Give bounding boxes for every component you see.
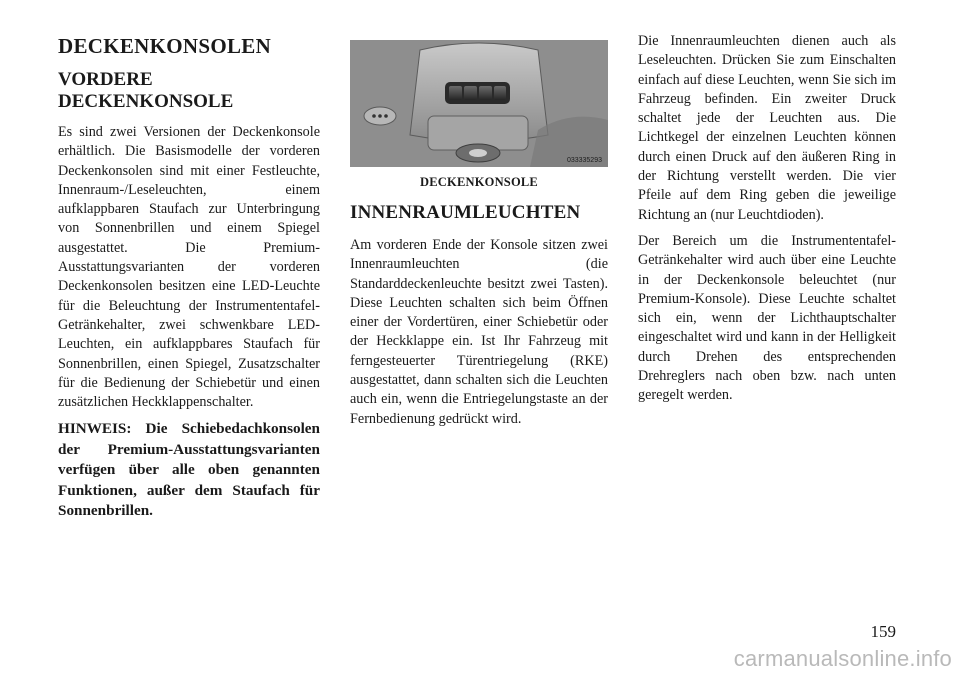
section-title: DECKENKONSOLEN xyxy=(58,34,272,58)
intro-paragraph: Es sind zwei Versionen der Deckenkonsole erhältlich. Die Basismodelle der vorderen Deckenkonsolen sind mit einer Festleuchte, Innenraum-/Leseleuchten, einem aufklappbaren Staufach zur Unterbringung von Sonnenbrillen und einem Spiegel ausgestattet. Die Premium-Ausstattungsvarianten der vorderen Deckenkonsolen besitzen eine LED-Leuchte für die Beleuchtung der Instrumententafel-Getränkehalter, zwei schwenkbare LED-Leuchten, ein aufklappbares Staufach für Sonnenbrillen, einen Spiegel, Zusatzschalter für die Bedienung der Schiebetür und einen zusätzlichen Heckklappenschalter. xyxy=(58,124,320,411)
watermark: carmanualsonline.info xyxy=(733,646,952,671)
left-column xyxy=(58,34,320,522)
cupholder-light-paragraph: Der Bereich um die Instrumententafel-Getränkehalter wird auch über eine Leuchte in der Deckenkonsole beleuchtet (nur Premium-Konsole). Diese Leuchte schaltet sich ein, wenn der Lichthauptschalter eingeschaltet wird und kann in der Helligkeit durch Drehen des entsprechenden Drehreglers nach oben bzw. nach unten geregelt werden. xyxy=(638,232,896,404)
overhead-console-illustration xyxy=(350,40,608,167)
page-number: 159 xyxy=(870,622,896,641)
subsection-title-line2: DECKENKONSOLE xyxy=(58,91,234,112)
figure-code: 033335293 xyxy=(566,157,602,164)
overhead-console-image xyxy=(350,40,608,167)
right-column xyxy=(638,32,896,413)
note-paragraph: HINWEIS: Die Schiebedachkonsolen der Premium-Ausstattungsvarianten verfügen über alle oben genannten Funktionen, außer dem Staufach für Sonnenbrillen. xyxy=(58,420,320,520)
reading-lights-paragraph: Die Innenraumleuchten dienen auch als Leseleuchten. Drücken Sie zum Einschalten einfach auf diese Leuchten, wenn Sie sich im Fahrzeug befinden. Ein zweiter Druck schaltet jede der Leuchten aus. Die Lichtkegel der einzelnen Leuchten können durch einen Druck auf den äußeren Ring in der Richtung verstellt werden. Die vier Pfeile auf dem Ring geben die jeweilige Richtung an (nur Leuchtdioden). xyxy=(638,33,896,223)
subsection-title xyxy=(58,69,320,113)
figure-caption: DECKENKONSOLE xyxy=(420,175,538,189)
interior-lights-paragraph: Am vorderen Ende der Konsole sitzen zwei Innenraumleuchten (die Standarddeckenleuchte besitzt zwei Tasten). Diese Leuchten schalten sich beim Öffnen einer der Vordertüren, einer Schiebetür oder der Heckklappe ein. Ist Ihr Fahrzeug mit ferngesteuerter Türentriegelung (RKE) ausgestattet, dann schalten sich die Leuchten auch ein, wenn die Entriegelungstaste an der Fernbedienung gedrückt wird. xyxy=(350,237,608,427)
subsection-title-line1: VORDERE xyxy=(58,69,153,90)
section-heading: INNENRAUMLEUCHTEN xyxy=(350,202,581,223)
middle-column xyxy=(350,34,608,436)
